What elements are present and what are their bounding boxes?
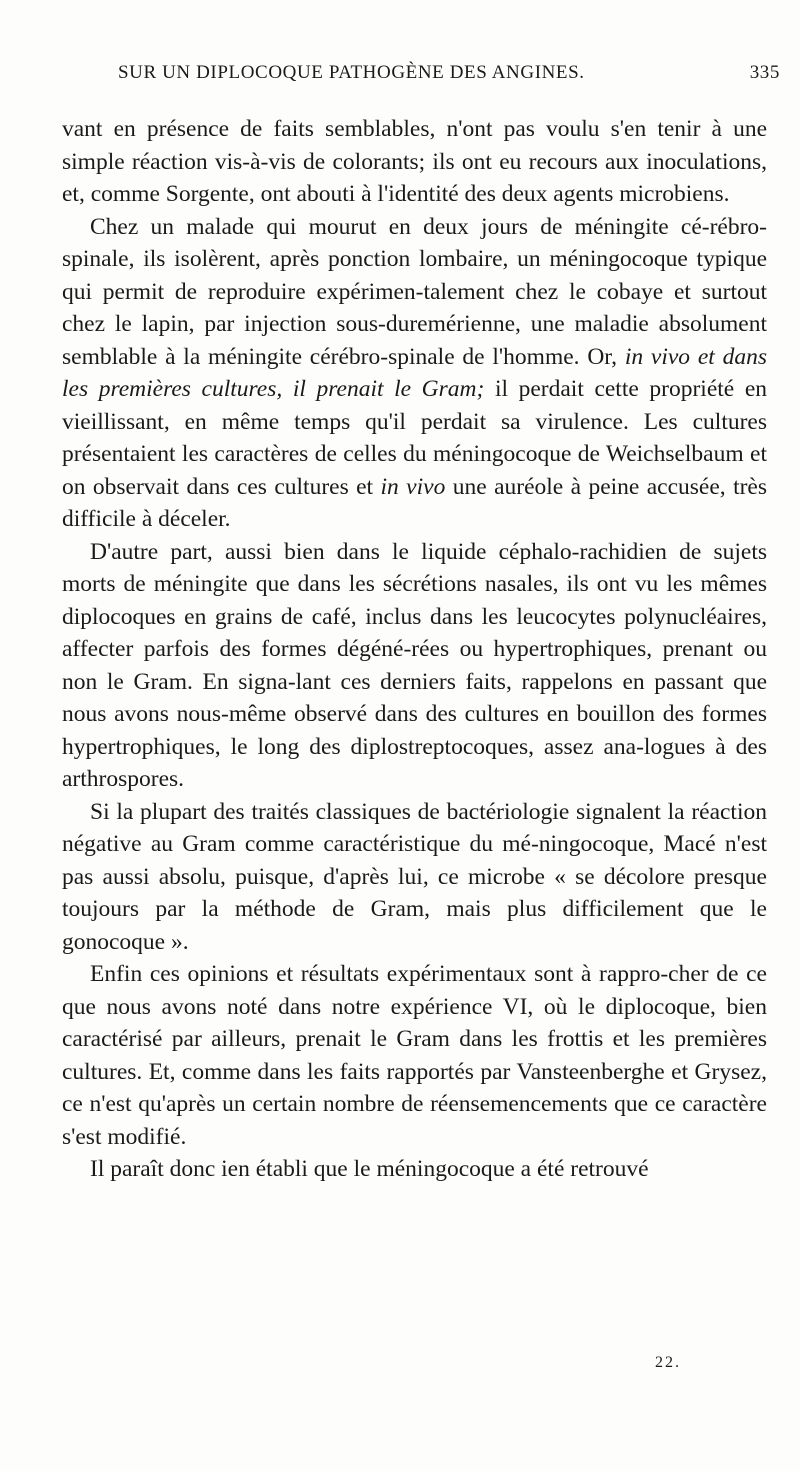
paragraph-2-italic-2: in vivo	[380, 473, 446, 500]
paragraph-6: Il paraît donc ien établi que le méningocoque a été retrouvé	[90, 1156, 649, 1182]
running-title: SUR UN DIPLOCOQUE PATHOGÈNE DES ANGINES.	[118, 62, 585, 83]
paragraph-3: D'autre part, aussi bien dans le liquide céphalo-rachidien de sujets morts de méningite que dans les sécrétions nasales, ils ont vu les mêmes diplocoques en grains de café, inclus dans les leucocytes polynucléaires, affecter parfois des formes dégéné-rées ou hypertrophiques, prenant ou non le Gram. En signa-lant ces derniers faits, rappelons en passant que nous avons nous-même observé dans des cultures en bouillon des formes hypertrophiques, le long des diplostreptocoques, assez ana-logues à des arthrospores.	[62, 538, 767, 792]
running-header	[118, 62, 780, 90]
paragraph-2-part-3: une auréole à peine accusée, très difficile à déceler.	[62, 473, 768, 532]
paragraph-1: vant en présence de faits semblables, n'ont pas voulu s'en tenir à une simple réaction vis-à-vis de colorants; ils ont eu recours aux inoculations, et, comme Sorgente, ont abouti à l'identité des deux agents microbiens.	[62, 116, 767, 207]
paragraph-5: Enfin ces opinions et résultats expérimentaux sont à rappro-cher de ce que nous avons noté dans notre expérience VI, où le diplocoque, bien caractérisé par ailleurs, prenait le Gram dans les frottis et les premières cultures. Et, comme dans les faits rapportés par Vansteenberghe et Grysez, ce n'est qu'après un certain nombre de réensemencements que ce caractère s'est modifié.	[62, 961, 767, 1150]
paragraph-2-part-1: Chez un malade qui mourut en deux jours de méningite cé-rébro-spinale, ils isolèrent, après ponction lombaire, un méningocoque typique qui permit de reproduire expérimen-talement chez le cobaye et surtout chez le lapin, par injection sous-duremérienne, une maladie absolument semblable à la méningite cérébro-spinale de l'homme. Or,	[62, 213, 767, 370]
paragraph-2-part-2: il perdait cette propriété en vieillissant, en même temps qu'il perdait sa virulence. Les cultures présentaient les caractères de celles du méningocoque de Weichselbaum et on observait dans ces cultures et	[62, 376, 767, 500]
page-number: 335	[749, 62, 780, 83]
paragraph-2-italic-1: in vivo et dans les premières cultures, il prenait le Gram;	[62, 343, 767, 402]
paragraph-2	[62, 211, 767, 536]
body-text	[62, 113, 767, 1186]
paragraph-4: Si la plupart des traités classiques de bactériologie signalent la réaction négative au Gram comme caractéristique du mé-ningocoque, Macé n'est pas aussi absolu, puisque, d'après lui, ce microbe « se décolore presque toujours par la méthode de Gram, mais plus difficilement que le gonocoque ».	[62, 798, 767, 955]
signature-mark: 22.	[655, 1354, 681, 1371]
